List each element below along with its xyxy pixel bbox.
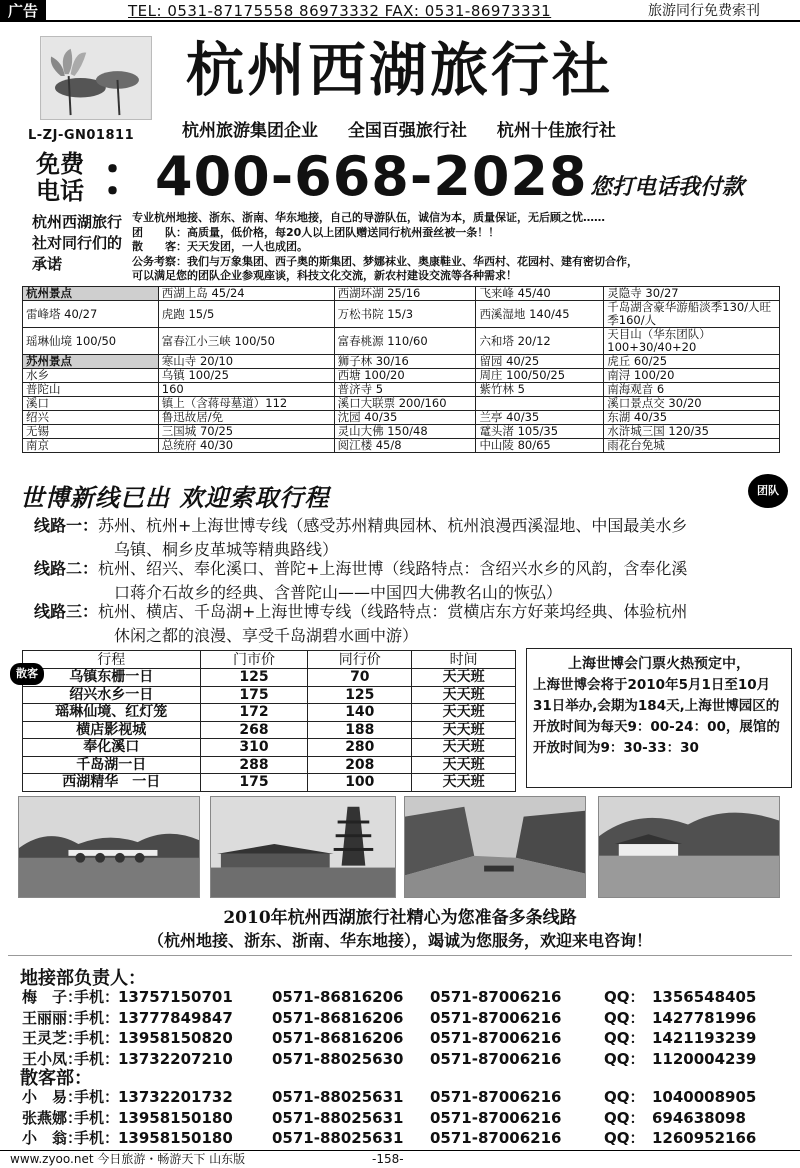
tour-cell: 125 xyxy=(200,669,308,687)
tour-row xyxy=(23,756,516,774)
contact-qq-label: QQ： xyxy=(604,1008,645,1027)
route-text-cont: 口蒋介石故乡的经典、含普陀山——中国四大佛教名山的恢弘） xyxy=(114,583,563,602)
contact-qq[interactable]: 1120004239 xyxy=(652,1049,757,1068)
tour-cell: 瑶琳仙境、红灯笼 xyxy=(23,704,201,722)
tour-cell: 天天班 xyxy=(412,739,516,757)
tour-cell: 天天班 xyxy=(412,756,516,774)
tour-row xyxy=(23,704,516,722)
free-label-line2: 电话 xyxy=(36,176,84,205)
route-text-cont: 乌镇、桐乡皮革城等精典路线） xyxy=(114,540,339,559)
ad-tag: 广告 xyxy=(0,0,46,22)
scenic-row xyxy=(23,383,780,397)
slogan-row xyxy=(182,120,782,142)
photo-west-lake-bridge xyxy=(18,796,200,898)
scenic-cell: 绍兴 xyxy=(23,411,159,425)
contact-tel2[interactable]: 0571-87006216 xyxy=(430,1088,562,1106)
scenic-cell: 西溪湿地 140/45 xyxy=(476,301,604,328)
agency-name: 杭州西湖旅行社 xyxy=(186,36,614,104)
scenic-cell: 160 xyxy=(158,383,334,397)
scenic-cell: 兰亭 40/35 xyxy=(476,411,604,425)
col-header-time: 时间 xyxy=(412,651,516,669)
tour-row xyxy=(23,669,516,687)
footer-site[interactable]: www.zyoo.net 今日旅游・畅游天下 山东版 xyxy=(10,1152,246,1166)
contact-tel2[interactable]: 0571-87006216 xyxy=(430,1008,562,1027)
tour-cell: 天天班 xyxy=(412,669,516,687)
tour-cell: 310 xyxy=(200,739,308,757)
scenic-price-table xyxy=(22,286,780,453)
slogan-3: 杭州十佳旅行社 xyxy=(496,121,616,141)
tour-row xyxy=(23,686,516,704)
tour-cell: 70 xyxy=(308,669,412,687)
contact-name: 王灵芝： xyxy=(22,1029,83,1047)
route-label: 线路一： xyxy=(34,516,99,535)
topbar-contact: TEL: 0531-87175558 86973332 FAX: 0531-86973331 xyxy=(128,2,552,20)
contact-tel1[interactable]: 0571-86816206 xyxy=(272,1008,404,1027)
routes-headline: 世博新线已出 欢迎索取行程 xyxy=(20,483,330,512)
scenic-row xyxy=(23,301,780,328)
slogan-1: 杭州旅游集团企业 xyxy=(182,121,318,141)
scenic-cell: 瑶琳仙境 100/50 xyxy=(23,328,159,355)
scenic-cell: 水浒城三国 120/35 xyxy=(604,425,780,439)
contact-mobile[interactable]: 13958150820 xyxy=(118,1029,233,1047)
contact-qq-label: QQ： xyxy=(604,988,645,1006)
contact-mobile[interactable]: 13757150701 xyxy=(118,988,233,1006)
tour-cell: 乌镇东栅一日 xyxy=(23,669,201,687)
tour-row xyxy=(23,739,516,757)
scenic-cell: 鲁迅故居/免 xyxy=(158,411,334,425)
scenic-cell: 镇上（含蒋母墓道）112 xyxy=(158,397,334,411)
scenic-cell: 鼋头渚 105/35 xyxy=(476,425,604,439)
scenic-cell: 虎丘 60/25 xyxy=(604,355,780,369)
contact-name: 王丽丽： xyxy=(22,1008,83,1027)
contact-name: 小 易： xyxy=(22,1088,83,1106)
scenic-row xyxy=(23,287,780,301)
contact-name: 小 翁： xyxy=(22,1129,83,1147)
contact-tel2[interactable]: 0571-87006216 xyxy=(430,1108,562,1127)
contact-tel1[interactable]: 0571-88025631 xyxy=(272,1108,404,1127)
scenic-cell: 溪口景点交 30/20 xyxy=(604,397,780,411)
photo-lakeside-pavilion xyxy=(598,796,780,898)
scenic-row xyxy=(23,328,780,355)
group-badge: 团队 xyxy=(748,474,788,508)
scenic-cell: 西湖上岛 45/24 xyxy=(158,287,334,301)
scenic-cell: 雨花台免城 xyxy=(604,439,780,453)
tour-cell: 288 xyxy=(200,756,308,774)
contact-tel2[interactable]: 0571-87006216 xyxy=(430,1049,562,1068)
scenic-cell: 乌镇 100/25 xyxy=(158,369,334,383)
contact-qq[interactable]: 1421193239 xyxy=(652,1029,757,1047)
expo-body: 上海世博会将于2010年5月1日至10月31日举办,会期为184天,上海世博园区的开放时间为每天9：00-24：00，展馆的开放时间为9：30-33：30 xyxy=(533,677,780,756)
contact-qq[interactable]: 694638098 xyxy=(652,1108,746,1127)
scenic-cell: 总统府 40/30 xyxy=(158,439,334,453)
license-number: L-ZJ-GN01811 xyxy=(28,128,135,143)
scenic-cell: 紫竹林 5 xyxy=(476,383,604,397)
contact-mobile[interactable]: 13732201732 xyxy=(118,1088,233,1106)
contact-tel1[interactable]: 0571-88025630 xyxy=(272,1049,404,1068)
tour-cell: 175 xyxy=(200,686,308,704)
contact-mobile-label: 手机： xyxy=(74,1129,120,1147)
scattered-badge: 散客 xyxy=(10,663,44,685)
scenic-cell: 无锡 xyxy=(23,425,159,439)
promise-line: 可以满足您的团队企业参观座谈，科技文化交流，新农村建设交流等各种需求！ xyxy=(132,269,517,283)
tour-cell: 天天班 xyxy=(412,686,516,704)
scenic-row xyxy=(23,425,780,439)
contact-mobile[interactable]: 13958150180 xyxy=(118,1108,233,1127)
scenic-cell: 南海观音 6 xyxy=(604,383,780,397)
route-item[interactable] xyxy=(34,557,794,605)
slogan-2: 全国百强旅行社 xyxy=(347,121,467,141)
scenic-cell: 南浔 100/20 xyxy=(604,369,780,383)
scenic-row xyxy=(23,411,780,425)
tour-cell: 天天班 xyxy=(412,704,516,722)
scenic-cell: 灵山大佛 150/48 xyxy=(334,425,476,439)
tour-cell: 125 xyxy=(308,686,412,704)
scenic-cell: 苏州景点 xyxy=(23,355,159,369)
contact-qq-label: QQ： xyxy=(604,1108,645,1127)
tour-cell: 140 xyxy=(308,704,412,722)
tagline-sub: （杭州地接、浙东、浙南、华东地接），竭诚为您服务，欢迎来电咨询！ xyxy=(147,931,652,950)
tour-row xyxy=(23,721,516,739)
scenic-cell: 三国城 70/25 xyxy=(158,425,334,439)
contact-qq[interactable]: 1260952166 xyxy=(652,1129,757,1147)
contact-qq[interactable]: 1427781996 xyxy=(652,1008,757,1027)
scattered-tour-table xyxy=(22,650,516,792)
scenic-cell: 寒山寺 20/10 xyxy=(158,355,334,369)
tour-cell: 268 xyxy=(200,721,308,739)
contact-mobile-label: 手机： xyxy=(74,1088,120,1106)
tour-cell: 208 xyxy=(308,756,412,774)
scenic-cell: 雷峰塔 40/27 xyxy=(23,301,159,328)
free-call-label xyxy=(36,150,84,204)
promise-line: 散 客：天天发团，一人也成团。 xyxy=(132,240,308,254)
tour-cell: 绍兴水乡一日 xyxy=(23,686,201,704)
contact-tel1[interactable]: 0571-88025631 xyxy=(272,1088,404,1106)
contact-mobile[interactable]: 13777849847 xyxy=(118,1008,233,1027)
scenic-cell: 六和塔 20/12 xyxy=(476,328,604,355)
contact-mobile-label: 手机： xyxy=(74,988,120,1006)
contact-tel1[interactable]: 0571-86816206 xyxy=(272,988,404,1006)
scenic-cell: 东湖 40/35 xyxy=(604,411,780,425)
contact-mobile-label: 手机： xyxy=(74,1008,120,1027)
route-text: 杭州、绍兴、奉化溪口、普陀+上海世博（线路特点：含绍兴水乡的风韵，含奉化溪 xyxy=(98,559,688,578)
contact-name: 梅 子： xyxy=(22,988,83,1006)
tour-cell: 天天班 xyxy=(412,774,516,792)
tour-cell: 280 xyxy=(308,739,412,757)
hotline-number[interactable]: ：400-668-2028 xyxy=(100,145,588,208)
contact-tel2[interactable]: 0571-87006216 xyxy=(430,1129,562,1147)
local-dept-title: 地接部负责人： xyxy=(20,968,146,989)
contact-qq[interactable]: 1040008905 xyxy=(652,1088,757,1106)
we-pay-note: 您打电话我付款 xyxy=(590,174,745,200)
scenic-cell: 万松书院 15/3 xyxy=(334,301,476,328)
scenic-cell: 留园 40/25 xyxy=(476,355,604,369)
scenic-cell: 沈园 40/35 xyxy=(334,411,476,425)
tour-cell: 172 xyxy=(200,704,308,722)
scatter-dept-title: 散客部： xyxy=(20,1068,92,1089)
scenic-cell: 虎跑 15/5 xyxy=(158,301,334,328)
tour-cell: 175 xyxy=(200,774,308,792)
scenic-cell: 灵隐寺 30/27 xyxy=(604,287,780,301)
contact-qq-label: QQ： xyxy=(604,1049,645,1068)
tour-cell: 西湖精华 一日 xyxy=(23,774,201,792)
contact-qq-label: QQ： xyxy=(604,1129,645,1147)
tour-cell: 天天班 xyxy=(412,721,516,739)
scenic-cell: 西塘 100/20 xyxy=(334,369,476,383)
photo-leifeng-pagoda xyxy=(210,796,396,898)
contact-mobile-label: 手机： xyxy=(74,1049,120,1068)
col-header-trade: 同行价 xyxy=(308,651,412,669)
route-text: 苏州、杭州+上海世博专线（感受苏州精典园林、杭州浪漫西溪湿地、中国最美水乡 xyxy=(98,516,688,535)
scenic-cell: 天目山（华东团队）100+30/40+20 xyxy=(604,328,780,355)
scenic-cell: 溪口大联票 200/160 xyxy=(334,397,476,411)
scenic-cell: 飞来峰 45/40 xyxy=(476,287,604,301)
scenic-cell: 普济寺 5 xyxy=(334,383,476,397)
contact-qq-label: QQ： xyxy=(604,1029,645,1047)
promise-text xyxy=(132,211,782,284)
promise-line: 专业杭州地接、浙东、浙南、华东地接，自己的导游队伍，诚信为本，质量保证，无后顾之忧…… xyxy=(132,211,605,224)
contact-mobile-label: 手机： xyxy=(74,1108,120,1127)
tour-cell: 奉化溪口 xyxy=(23,739,201,757)
free-label-line1: 免费 xyxy=(36,149,84,178)
route-item[interactable] xyxy=(34,514,794,562)
scenic-cell xyxy=(476,397,604,411)
contact-mobile[interactable]: 13958150180 xyxy=(118,1129,233,1147)
scenic-row xyxy=(23,439,780,453)
promise-line: 公务考察：我们与万象集团、西子奥的斯集团、梦娜袜业、奥康鞋业、华西村、花园村、建有密切合作， xyxy=(132,254,638,268)
page-number: -158- xyxy=(372,1152,404,1166)
route-label: 线路三： xyxy=(34,602,99,621)
scenic-cell: 水乡 xyxy=(23,369,159,383)
scenic-cell: 南京 xyxy=(23,439,159,453)
contact-name: 王小凤： xyxy=(22,1049,83,1068)
tour-row xyxy=(23,774,516,792)
tour-cell: 千岛湖一日 xyxy=(23,756,201,774)
promise-label: 杭州西湖旅行社对同行们的承诺 xyxy=(32,213,123,273)
footer xyxy=(0,1150,800,1168)
route-text-cont: 休闲之都的浪漫、享受千岛湖碧水画中游） xyxy=(114,626,419,645)
scenic-cell: 西湖环湖 25/16 xyxy=(334,287,476,301)
tour-cell: 100 xyxy=(308,774,412,792)
scenic-cell: 普陀山 xyxy=(23,383,159,397)
scenic-cell: 富春桃源 110/60 xyxy=(334,328,476,355)
contact-mobile[interactable]: 13732207210 xyxy=(118,1049,233,1068)
contact-qq[interactable]: 1356548405 xyxy=(652,988,757,1006)
contact-tel1[interactable]: 0571-86816206 xyxy=(272,1029,404,1047)
contact-qq-label: QQ： xyxy=(604,1088,645,1106)
scenic-cell: 周庄 100/50/25 xyxy=(476,369,604,383)
scenic-cell: 中山陵 80/65 xyxy=(476,439,604,453)
scenic-row xyxy=(23,397,780,411)
scenic-cell: 千岛湖含豪华游船淡季130/人旺季160/人 xyxy=(604,301,780,328)
route-label: 线路二： xyxy=(34,559,99,578)
col-header-retail: 门市价 xyxy=(200,651,308,669)
lotus-logo-image xyxy=(40,36,152,120)
tour-cell: 横店影视城 xyxy=(23,721,201,739)
route-item[interactable] xyxy=(34,600,794,648)
contact-tel2[interactable]: 0571-87006216 xyxy=(430,1029,562,1047)
promise-line: 团 队：高质量，低价格，每20人以上团队赠送同行杭州蚕丝被一条！！ xyxy=(132,225,500,239)
expo-ticket-box xyxy=(526,648,792,788)
contact-mobile-label: 手机： xyxy=(74,1029,120,1047)
scenic-cell: 溪口 xyxy=(23,397,159,411)
scenic-row xyxy=(23,355,780,369)
scenic-cell: 富春江小三峡 100/50 xyxy=(158,328,334,355)
tour-cell: 188 xyxy=(308,721,412,739)
top-bar xyxy=(0,0,800,22)
topbar-note: 旅游同行免费索刊 xyxy=(648,3,760,19)
contact-tel2[interactable]: 0571-87006216 xyxy=(430,988,562,1006)
route-text: 杭州、横店、千岛湖+上海世博专线（线路特点：赏横店东方好莱坞经典、体验杭州 xyxy=(98,602,688,621)
tagline-main: 2010年杭州西湖旅行社精心为您准备多条线路 xyxy=(223,908,577,928)
contact-tel1[interactable]: 0571-88025631 xyxy=(272,1129,404,1147)
scenic-cell: 狮子林 30/16 xyxy=(334,355,476,369)
expo-title: 上海世博会门票火热预定中， xyxy=(568,656,750,672)
contact-name: 张燕娜： xyxy=(22,1108,83,1127)
scenic-row xyxy=(23,369,780,383)
col-header-route: 行程 xyxy=(23,651,201,669)
scenic-cell: 杭州景点 xyxy=(23,287,159,301)
contacts-section xyxy=(8,955,792,1151)
scenic-cell: 阅江楼 45/8 xyxy=(334,439,476,453)
photo-water-town xyxy=(404,796,586,898)
